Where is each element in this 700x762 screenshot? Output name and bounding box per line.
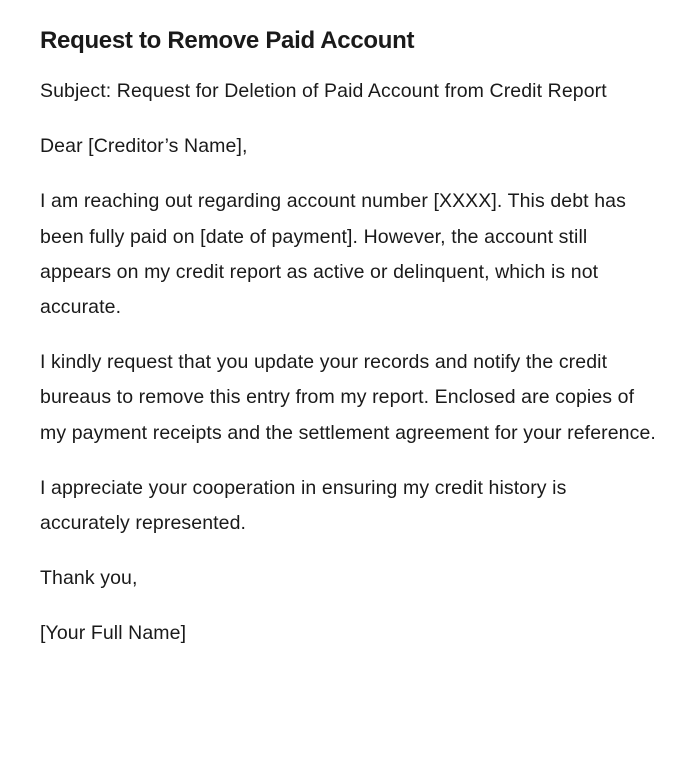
signature-name: [Your Full Name] [40, 622, 187, 645]
body-paragraph-request: I kindly request that you update your records and notify the credit bureaus to remove this entry from my report. Enclosed are copies of my payment receipts and the settlement agreement for your reference. [40, 351, 656, 444]
document-title: Request to Remove Paid Account [40, 27, 415, 54]
closing: Thank you, [40, 567, 138, 590]
salutation: Dear [Creditor’s Name], [40, 135, 248, 158]
body-paragraph-appreciation: I appreciate your cooperation in ensuring my credit history is accurately represented. [40, 476, 567, 535]
subject-line: Subject: Request for Deletion of Paid Account from Credit Report [40, 80, 607, 102]
body-paragraph-account: I am reaching out regarding account number [XXXX]. This debt has been fully paid on [date of payment]. However, the account still appears on my credit report as active or delinquent, which is not accurate. [40, 190, 626, 319]
